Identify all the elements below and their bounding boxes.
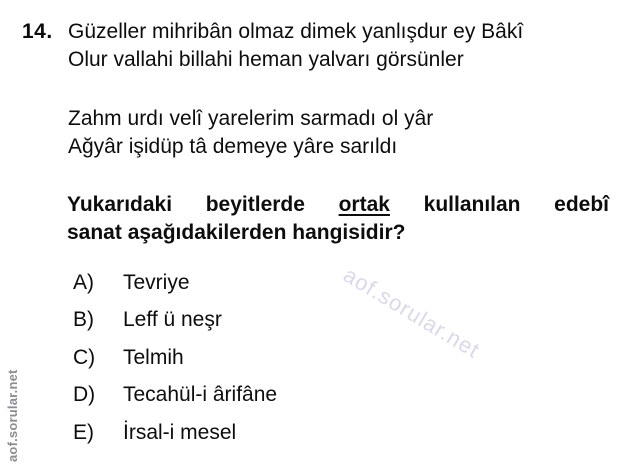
option-letter: E) — [73, 420, 94, 444]
option-row-e — [73, 414, 277, 452]
option-label: İrsal-i mesel — [123, 420, 237, 444]
stem-post-text: kullanılan edebî — [423, 193, 610, 216]
option-letter: A) — [73, 270, 94, 294]
couplet-1-line-1: Güzeller mihribân olmaz dimek yanlışdur ey Bâkî — [68, 20, 524, 43]
option-label: Tevriye — [123, 270, 190, 294]
question-stem-line-2: sanat aşağıdakilerden hangisidir? — [67, 221, 406, 244]
couplet-2-line-2: Ağyâr işidüp tâ demeye yâre sarıldı — [68, 135, 398, 158]
vertical-watermark: aof.sorular.net — [5, 369, 20, 462]
option-letter: B) — [73, 308, 94, 332]
couplet-2-line-1: Zahm urdı velî yarelerim sarmadı ol yâr — [68, 107, 434, 130]
option-row-c — [73, 339, 277, 377]
option-row-b — [73, 302, 277, 340]
diagonal-watermark: aof.sorular.net — [339, 262, 485, 363]
option-label: Tecahül-i ârifâne — [123, 383, 278, 407]
option-row-a — [73, 264, 277, 302]
couplet-1 — [68, 18, 523, 74]
option-row-d — [73, 377, 277, 415]
couplet-2 — [68, 105, 433, 161]
answer-options-list — [73, 264, 277, 452]
question-stem-line-1 — [67, 191, 609, 219]
option-letter: D) — [73, 383, 96, 407]
couplet-1-line-2: Olur vallahi billahi heman yalvarı görsünler — [68, 48, 464, 71]
question-number: 14. — [22, 20, 53, 43]
option-label: Leff ü neşr — [123, 308, 222, 332]
option-label: Telmih — [123, 345, 184, 369]
stem-pre-text: Yukarıdaki beyitlerde — [67, 193, 305, 216]
option-letter: C) — [73, 345, 96, 369]
stem-underlined-word: ortak — [338, 193, 390, 216]
